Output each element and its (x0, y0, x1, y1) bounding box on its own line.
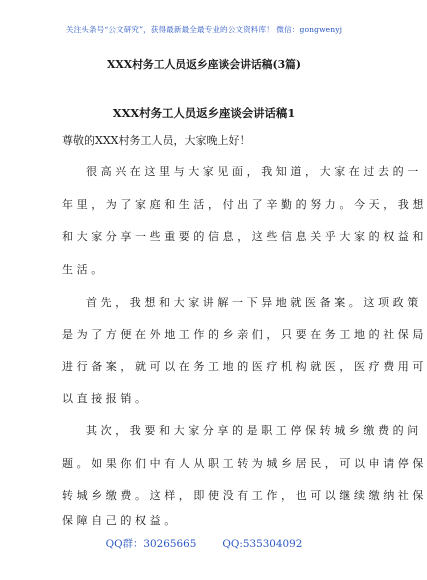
contact-footer (0, 535, 408, 550)
paragraph-2-line-2: 是为了方便在外地工作的乡亲们，只要在务工地的社保局 (62, 328, 427, 341)
promo-banner: 关注头条号“公文研究”，获得最新最全最专业的公文资料库！ 微信：gongwenyj (65, 25, 343, 34)
paragraph-1-line-4: 生活。 (62, 263, 106, 276)
paragraph-3-line-4: 保障自己的权益。 (62, 514, 179, 527)
section-title: XXX村务工人员返乡座谈会讲话稿1 (112, 106, 296, 120)
paragraph-3-line-1: 其次，我要和大家分享的是职工停保转城乡缴费的问 (86, 424, 422, 437)
document-title: XXX村务工人员返乡座谈会讲话稿(3篇) (106, 58, 302, 71)
paragraph-3-line-2: 题。如果你们中有人从职工转为城乡居民，可以申请停保 (62, 457, 427, 470)
paragraph-2-line-1: 首先，我想和大家讲解一下异地就医备案。这项政策 (86, 296, 422, 309)
paragraph-2-line-3: 进行备案，就可以在务工地的医疗机构就医，医疗费用可 (62, 360, 427, 373)
paragraph-1-line-2: 年里，为了家庭和生活，付出了辛勤的努力。今天，我想 (62, 198, 427, 211)
qq-group-text: QQ群：30265665 (105, 538, 197, 550)
paragraph-1-line-3: 和大家分享一些重要的信息，这些信息关乎大家的权益和 (62, 230, 427, 243)
paragraph-1-line-1: 很高兴在这里与大家见面，我知道，大家在过去的一 (86, 165, 422, 178)
qq-text: QQ:535304092 (222, 538, 303, 550)
salutation: 尊敬的XXX村务工人员，大家晚上好！ (62, 134, 251, 147)
paragraph-2-line-4: 以直接报销。 (62, 392, 150, 405)
paragraph-3-line-3: 转城乡缴费。这样，即使没有工作，也可以继续缴纳社保 (62, 489, 427, 502)
